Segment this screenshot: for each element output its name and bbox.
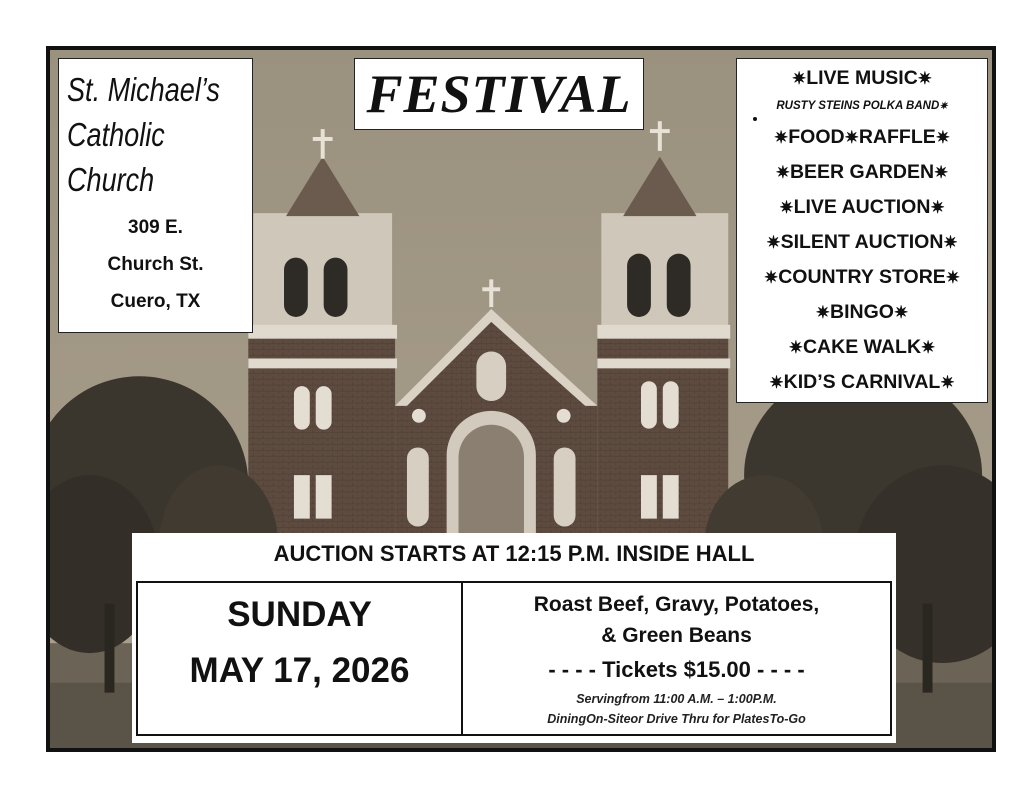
event-item [737, 260, 987, 295]
event-label: RAFFLE [858, 126, 936, 148]
star-icon: ✷ [939, 101, 948, 112]
church-address [59, 209, 252, 320]
event-item [737, 155, 987, 190]
church-info-box [58, 58, 253, 333]
star-icon: ✷ [934, 163, 949, 182]
star-icon: ✷ [774, 128, 789, 147]
address-line: Cuero, TX [110, 291, 201, 312]
star-icon: ✷ [945, 268, 961, 287]
star-icon: ✷ [943, 233, 958, 252]
event-item [737, 295, 987, 330]
event-label: LIVE MUSIC [806, 67, 918, 89]
info-grid [136, 581, 892, 736]
star-icon: ✷ [921, 338, 936, 357]
flyer-frame [46, 46, 996, 752]
address-line: Church St. [107, 254, 204, 275]
star-icon: ✷ [844, 128, 859, 147]
event-item [737, 190, 987, 225]
festival-title: FESTIVAL [366, 64, 632, 124]
event-label: SILENT AUCTION [780, 231, 944, 253]
events-box [736, 58, 988, 403]
event-label: FOOD [788, 126, 845, 148]
church-name-line: St. Michael’s [67, 71, 220, 108]
event-item [737, 225, 987, 260]
event-band [737, 96, 987, 117]
event-item [737, 365, 987, 400]
church-name [67, 67, 220, 202]
event-label: RUSTY STEINS POLKA BAND [776, 100, 940, 112]
menu-column [463, 583, 890, 734]
event-live-music [737, 61, 987, 96]
date-column [138, 583, 461, 734]
star-icon: ✷ [766, 233, 781, 252]
star-icon: ✷ [775, 163, 790, 182]
star-icon: ✷ [791, 69, 807, 88]
event-label: BINGO [830, 301, 894, 323]
event-food-raffle [737, 120, 987, 155]
event-label: LIVE AUCTION [793, 196, 931, 218]
church-name-line: Church [67, 161, 155, 198]
star-icon: ✷ [769, 373, 784, 392]
info-box [132, 533, 896, 743]
events-list [737, 61, 987, 400]
star-icon: ✷ [788, 338, 803, 357]
star-icon: ✷ [893, 303, 909, 322]
star-icon: ✷ [940, 373, 955, 392]
star-icon: ✷ [930, 198, 945, 217]
event-label: BEER GARDEN [789, 161, 935, 183]
event-label: COUNTRY STORE [778, 266, 946, 288]
ticket-price: - - - - Tickets $15.00 - - - - [548, 657, 805, 682]
event-label: CAKE WALK [802, 336, 922, 358]
serving-hours: Servingfrom 11:00 A.M. – 1:00P.M. [576, 692, 777, 706]
star-icon: ✷ [917, 69, 933, 88]
event-label: KID’S CARNIVAL [783, 371, 941, 393]
star-icon: ✷ [935, 128, 950, 147]
star-icon: ✷ [779, 198, 794, 217]
event-day: SUNDAY [227, 595, 372, 634]
star-icon: ✷ [815, 303, 831, 322]
dining-options: DiningOn-Siteor Drive Thru for PlatesTo-Go [547, 712, 806, 726]
menu-line: & Green Beans [601, 624, 752, 647]
menu-line: Roast Beef, Gravy, Potatoes, [533, 593, 820, 616]
auction-start-notice: AUCTION STARTS AT 12:15 P.M. INSIDE HALL [273, 541, 755, 566]
address-line: 309 E. [128, 217, 183, 238]
event-date: MAY 17, 2026 [189, 651, 410, 690]
church-name-line: Catholic [67, 116, 165, 153]
festival-title-box [354, 58, 644, 130]
event-item [737, 330, 987, 365]
star-icon: ✷ [763, 268, 779, 287]
